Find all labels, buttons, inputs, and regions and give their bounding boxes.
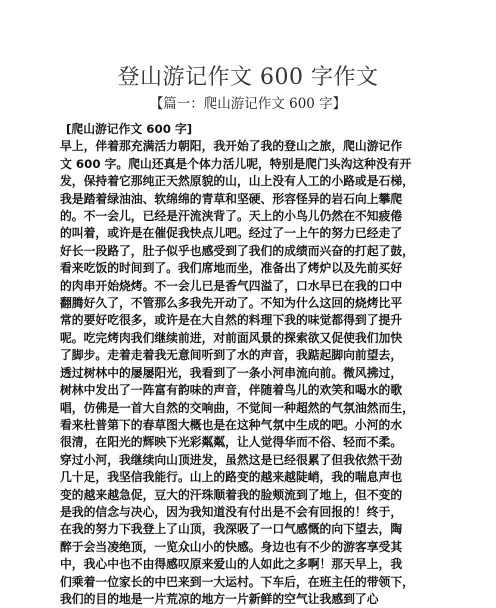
text-line: 树林中发出了一阵富有韵味的声音，伴随着鸟儿的欢笑和喝水的歌 [60,383,403,398]
text-line: 醉于会当凌绝顶，一览众山小的快感。身边也有不少的游客享受其 [60,539,403,554]
text-line: 中，我心中也不由得感叹原来爱山的人如此之多啊！那天早上，我 [60,557,403,572]
article-heading: [爬山游记作文 600 字] [66,122,193,136]
text-line: 看来杜普第下的春草图大概也是在这种气氛中生成的吧。小河的水 [60,417,403,432]
text-line: 了脚步。走着走着我无意间听到了水的声音，我踮起脚向前望去， [60,348,403,363]
text-line: 看来吃饭的时间到了。我们席地而坐，准备出了烤炉以及先前买好 [60,261,403,276]
text-line: 几十足，我坚信我能行。山上的路变的越来越陡峭，我的喘息声也 [60,470,403,485]
text-line: 的。不一会儿，已经是汗流浃背了。天上的小鸟儿仍然在不知疲倦 [60,209,403,224]
text-line: 我是踏着绿油油、软绵绵的青草和坚硬、形容怪异的岩石向上攀爬 [60,191,403,206]
text-line: 文 600 字。爬山还真是个体力活儿呢，特别是爬门头沟这种没有开 [60,156,412,171]
article-body [60,121,440,608]
text-line: 的叫着，或许是在催促我快点儿吧。经过了一上午的努力已经走了 [60,226,403,241]
text-line: 唱，仿佛是一首大自然的交响曲，不觉间一种超然的气氛油然而生， [60,400,414,415]
text-line: 穿过小河，我继续向山顶进发，虽然这是已经很累了但我依然干劲 [60,452,403,467]
document-title: 登山游记作文 600 字作文 [117,65,379,90]
text-line: 呢。吃完烤肉我们继续前进，对前面风景的探索欲又促使我们加快 [60,330,403,345]
text-line: 的肉串开始烧烤。不一会儿已是香气四溢了，口水早已在我的口中 [60,278,403,293]
text-line: 好长一段路了，肚子似乎也感受到了我们的成绩而兴奋的打起了鼓， [60,243,414,258]
text-line: 早上，伴着那充满活力朝阳，我开始了我的登山之旅，爬山游记作 [60,139,403,154]
text-line: 们乘着一位家长的中巴来到一大运村。下车后，在班主任的带领下， [60,574,414,589]
text-line: 我们的目的地是一片荒凉的地方一片新鲜的空气让我感到了心 [60,591,379,606]
document-subtitle: 【篇一：爬山游记作文 600 字】 [149,96,347,112]
text-line: 翻腾好久了，不管那么多我先开动了。不知为什么这回的烧烤比平 [60,296,403,311]
text-line: 变的越来越急促，豆大的汗珠顺着我的脸颊流到了地上，但不变的 [60,487,403,502]
text-line: 发，保持着它那纯正天然原貌的山，山上没有人工的小路或是石梯， [60,174,414,189]
text-line: 很清，在阳光的辉映下光彩粼粼，让人觉得华而不俗、轻而不柔。 [60,435,403,450]
text-line: 透过树林中的屡屡阳光，我看到了一条小河串流向前。微风拂过， [60,365,403,380]
text-line: 是我的信念与决心，因为我知道没有付出是不会有回报的！终于， [60,504,403,519]
text-line: 常的要好吃很多，或许是在大自然的料理下我的味觉都得到了提升 [60,313,403,328]
text-line: 在我的努力下我登上了山顶，我深吸了一口气感慨的向下望去，陶 [60,522,403,537]
